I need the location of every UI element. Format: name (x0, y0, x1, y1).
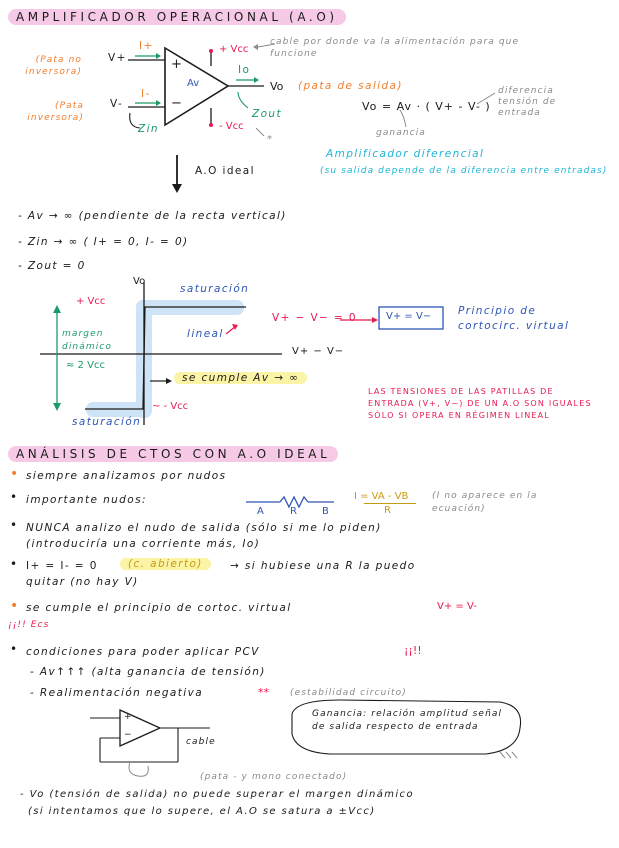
vplus-label: V+ (108, 52, 127, 64)
analysis-item-output-node: NUNCA analizo el nudo de salida (sólo si me lo piden) (26, 522, 382, 534)
saturation-top-label: saturación (180, 283, 250, 295)
star-note: * (267, 134, 272, 145)
linear-arrow (372, 317, 378, 323)
current-formula-bottom: R (384, 505, 391, 516)
pcv-conditions: condiciones para poder aplicar PCV (26, 646, 260, 658)
inverting-label: (Pata inversora) (27, 101, 84, 123)
feedback-minus: − (124, 730, 132, 740)
io-label: Io (238, 64, 251, 76)
plus-vcc-label: + Vcc (219, 44, 249, 55)
diff-amp-title: Amplificador diferencial (326, 148, 485, 160)
saturation-bottom-label: saturación (72, 416, 142, 428)
bullet-2: • (10, 490, 18, 504)
iminus-label: I- (141, 88, 151, 100)
minus-sign: − (171, 96, 182, 111)
gain-note: ganancia (376, 128, 426, 138)
transfer-curve (85, 307, 246, 409)
saturation-note: (si intentamos que lo supere, el A.O se satura a ±Vcc) (28, 806, 376, 817)
input-voltages-note: LAS TENSIONES DE LAS PATILLAS DE ENTRADA (V+, V−) DE UN A.O SON IGUALES SÓLO SI OPERA EN RÉGIMEN LINEAL (368, 387, 592, 420)
plus-sign: + (171, 57, 182, 72)
section1-title: AMPLIFICADOR OPERACIONAL (A.O) (8, 9, 346, 25)
av-infinite-note: se cumple Av → ∞ (174, 372, 307, 384)
iplus-label: I+ (139, 40, 154, 52)
virtual-short-formula: V+ = V− (386, 311, 432, 322)
ideal-prop-zin: - Zin → ∞ ( I+ = 0, I- = 0) (18, 236, 189, 248)
virtual-short-principle: Principio de cortocirc. virtual (458, 305, 570, 332)
cable-note: cable por donde va la alimentación para que funcione (270, 37, 520, 59)
bullet-4: • (10, 557, 18, 571)
dynamic-margin-value: ≈ 2 Vcc (66, 360, 105, 371)
gain-formula: Vo = Av · ( V+ - V- ) (362, 100, 491, 113)
output-pin-label: (pata de salida) (298, 80, 403, 92)
pcv-applies: se cumple el principio de cortoc. virtual (26, 602, 292, 614)
pcv-exclaim: ¡¡!! (404, 644, 422, 657)
bullet-5: • (10, 598, 19, 614)
open-circuit-note: (c. abierto) (120, 558, 211, 570)
cloud-scribble (129, 762, 148, 776)
iplus-arrow (156, 53, 161, 59)
av-label: Av (187, 78, 200, 89)
equations-note: ¡¡!! Ecs (8, 620, 50, 630)
linear-condition: V+ − V− = 0 (272, 312, 357, 324)
zout-label: Zout (252, 108, 282, 120)
diff-input-note: diferencia tensión de entrada (498, 86, 557, 118)
input-currents-formula: I+ = I- = 0 (26, 560, 98, 572)
io-arrow (254, 77, 259, 83)
current-formula-bar (364, 503, 416, 504)
linear-region-label: lineal (187, 328, 224, 340)
remove-r-note-2: quitar (no hay V) (26, 576, 139, 588)
resistor-label-a: A (257, 506, 264, 517)
ideal-down-arrow (172, 184, 182, 193)
graph-x-label: V+ − V− (292, 346, 345, 357)
condition-negative-feedback: - Realimentación negativa (30, 687, 204, 699)
remove-r-note: → si hubiese una R la puedo (230, 560, 416, 572)
feedback-plus: + (124, 712, 132, 722)
diff-amp-desc: (su salida depende de la diferencia entre entradas) (320, 166, 608, 176)
current-formula-top: I = VA - VB (354, 491, 409, 502)
analysis-item-important-nodes: importante nudos: (26, 494, 147, 506)
ideal-prop-av: - Av → ∞ (pendiente de la recta vertical) (18, 210, 287, 222)
non-inverting-label: (Pata no inversora) (25, 55, 82, 77)
ideal-label: A.O ideal (195, 165, 255, 177)
vcc-plus-dot (209, 49, 213, 53)
zin-label: Zin (138, 123, 159, 135)
analysis-item-nodes: siempre analizamos por nudos (26, 470, 227, 482)
vcc-minus-dot (209, 123, 213, 127)
section2-title: ANÁLISIS DE CTOS CON A.O IDEAL (8, 446, 338, 462)
vminus-label: V- (110, 98, 124, 110)
stability-note: (estabilidad circuito) (290, 688, 407, 698)
resistor-label-b: B (322, 506, 329, 517)
bullet-1: • (10, 466, 19, 482)
feedback-caption: (pata - y mono conectado) (200, 772, 348, 782)
analysis-item-output-node-2: (introduciría una corriente más, Io) (26, 538, 261, 550)
margin-arrow (53, 403, 61, 411)
bullet-6: • (10, 642, 18, 656)
dynamic-margin-label: margen dinámico (62, 329, 112, 352)
graph-plus-vcc: + Vcc (76, 296, 106, 307)
iminus-arrow (156, 100, 161, 106)
current-formula-note: (I no aparece en la ecuación) (432, 491, 538, 514)
ideal-prop-zout: - Zout = 0 (18, 260, 86, 272)
gain-definition: Ganancia: relación amplitud señal de salida respecto de entrada (312, 709, 503, 732)
output-limit-note: - Vo (tensión de salida) no puede superar el margen dinámico (20, 789, 414, 800)
graph-minus-vcc: ~ - Vcc (152, 401, 189, 412)
minus-vcc-label: - Vcc (219, 121, 244, 132)
feedback-cable-label: cable (186, 737, 216, 747)
resistor-label-r: R (290, 506, 297, 517)
condition-high-gain: - Av↑↑↑ (alta ganancia de tensión) (30, 666, 266, 678)
bullet-3: • (10, 518, 18, 532)
graph-y-label: Vo (133, 276, 146, 287)
pcv-formula: V+ = V- (437, 601, 477, 612)
vo-label: Vo (270, 80, 284, 93)
feedback-stars: ** (258, 686, 269, 699)
